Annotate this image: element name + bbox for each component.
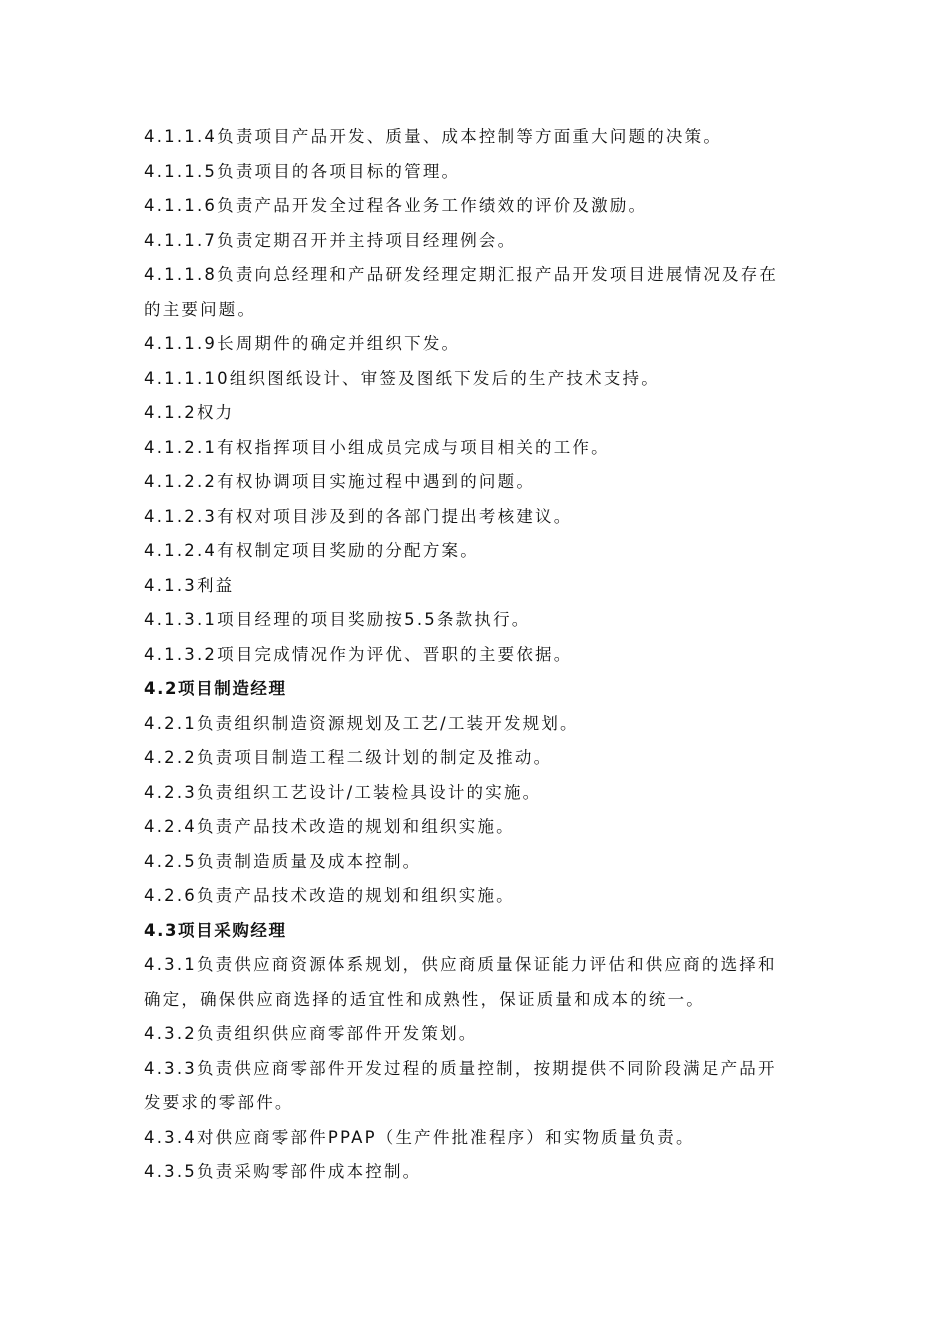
section-heading: 4.2项目制造经理 (144, 679, 287, 698)
text-line: 4.1.1.10组织图纸设计、审签及图纸下发后的生产技术支持。 (144, 368, 660, 388)
subsection-heading: 4.1.3利益 (144, 575, 235, 595)
text-line: 4.1.1.8负责向总经理和产品研发经理定期汇报产品开发项目进展情况及存在 (144, 265, 779, 284)
text-line: 4.2.1负责组织制造资源规划及工艺/工装开发规划。 (144, 713, 579, 733)
text-line: 4.2.3负责组织工艺设计/工装检具设计的实施。 (144, 782, 542, 802)
text-line: 4.3.5负责采购零部件成本控制。 (144, 1162, 422, 1181)
subsection-heading: 4.1.2权力 (144, 403, 235, 422)
document-body (144, 120, 804, 1190)
text-line: 4.1.1.5负责项目的各项目标的管理。 (144, 161, 461, 181)
text-line: 4.2.4负责产品技术改造的规划和组织实施。 (144, 817, 515, 836)
text-line: 4.3.1负责供应商资源体系规划，供应商质量保证能力评估和供应商的选择和 (144, 955, 777, 974)
text-line: 4.1.2.2有权协调项目实施过程中遇到的问题。 (144, 472, 536, 491)
text-line: 4.1.1.4负责项目产品开发、质量、成本控制等方面重大问题的决策。 (144, 127, 723, 146)
text-line: 4.1.3.2项目完成情况作为评优、晋职的主要依据。 (144, 644, 573, 664)
text-line: 4.1.2.1有权指挥项目小组成员完成与项目相关的工作。 (144, 437, 610, 457)
text-line: 4.3.2负责组织供应商零部件开发策划。 (144, 1024, 478, 1043)
text-line: 4.2.2负责项目制造工程二级计划的制定及推动。 (144, 748, 553, 767)
text-line: 的主要问题。 (144, 299, 257, 319)
text-line: 4.1.1.9长周期件的确定并组织下发。 (144, 334, 461, 353)
section-heading: 4.3项目采购经理 (144, 920, 287, 940)
text-line: 4.1.1.7负责定期召开并主持项目经理例会。 (144, 230, 517, 250)
text-line: 发要求的零部件。 (144, 1093, 294, 1112)
text-line: 4.3.4对供应商零部件PPAP（生产件批准程序）和实物质量负责。 (144, 1127, 695, 1147)
text-line: 4.1.2.3有权对项目涉及到的各部门提出考核建议。 (144, 506, 573, 526)
text-line: 4.3.3负责供应商零部件开发过程的质量控制，按期提供不同阶段满足产品开 (144, 1058, 777, 1078)
text-line: 确定，确保供应商选择的适宜性和成熟性，保证质量和成本的统一。 (144, 989, 705, 1009)
text-line: 4.1.3.1项目经理的项目奖励按5.5条款执行。 (144, 610, 531, 629)
text-line: 4.1.1.6负责产品开发全过程各业务工作绩效的评价及激励。 (144, 196, 648, 215)
text-line: 4.2.6负责产品技术改造的规划和组织实施。 (144, 886, 515, 905)
text-line: 4.2.5负责制造质量及成本控制。 (144, 851, 422, 871)
text-line: 4.1.2.4有权制定项目奖励的分配方案。 (144, 541, 479, 560)
